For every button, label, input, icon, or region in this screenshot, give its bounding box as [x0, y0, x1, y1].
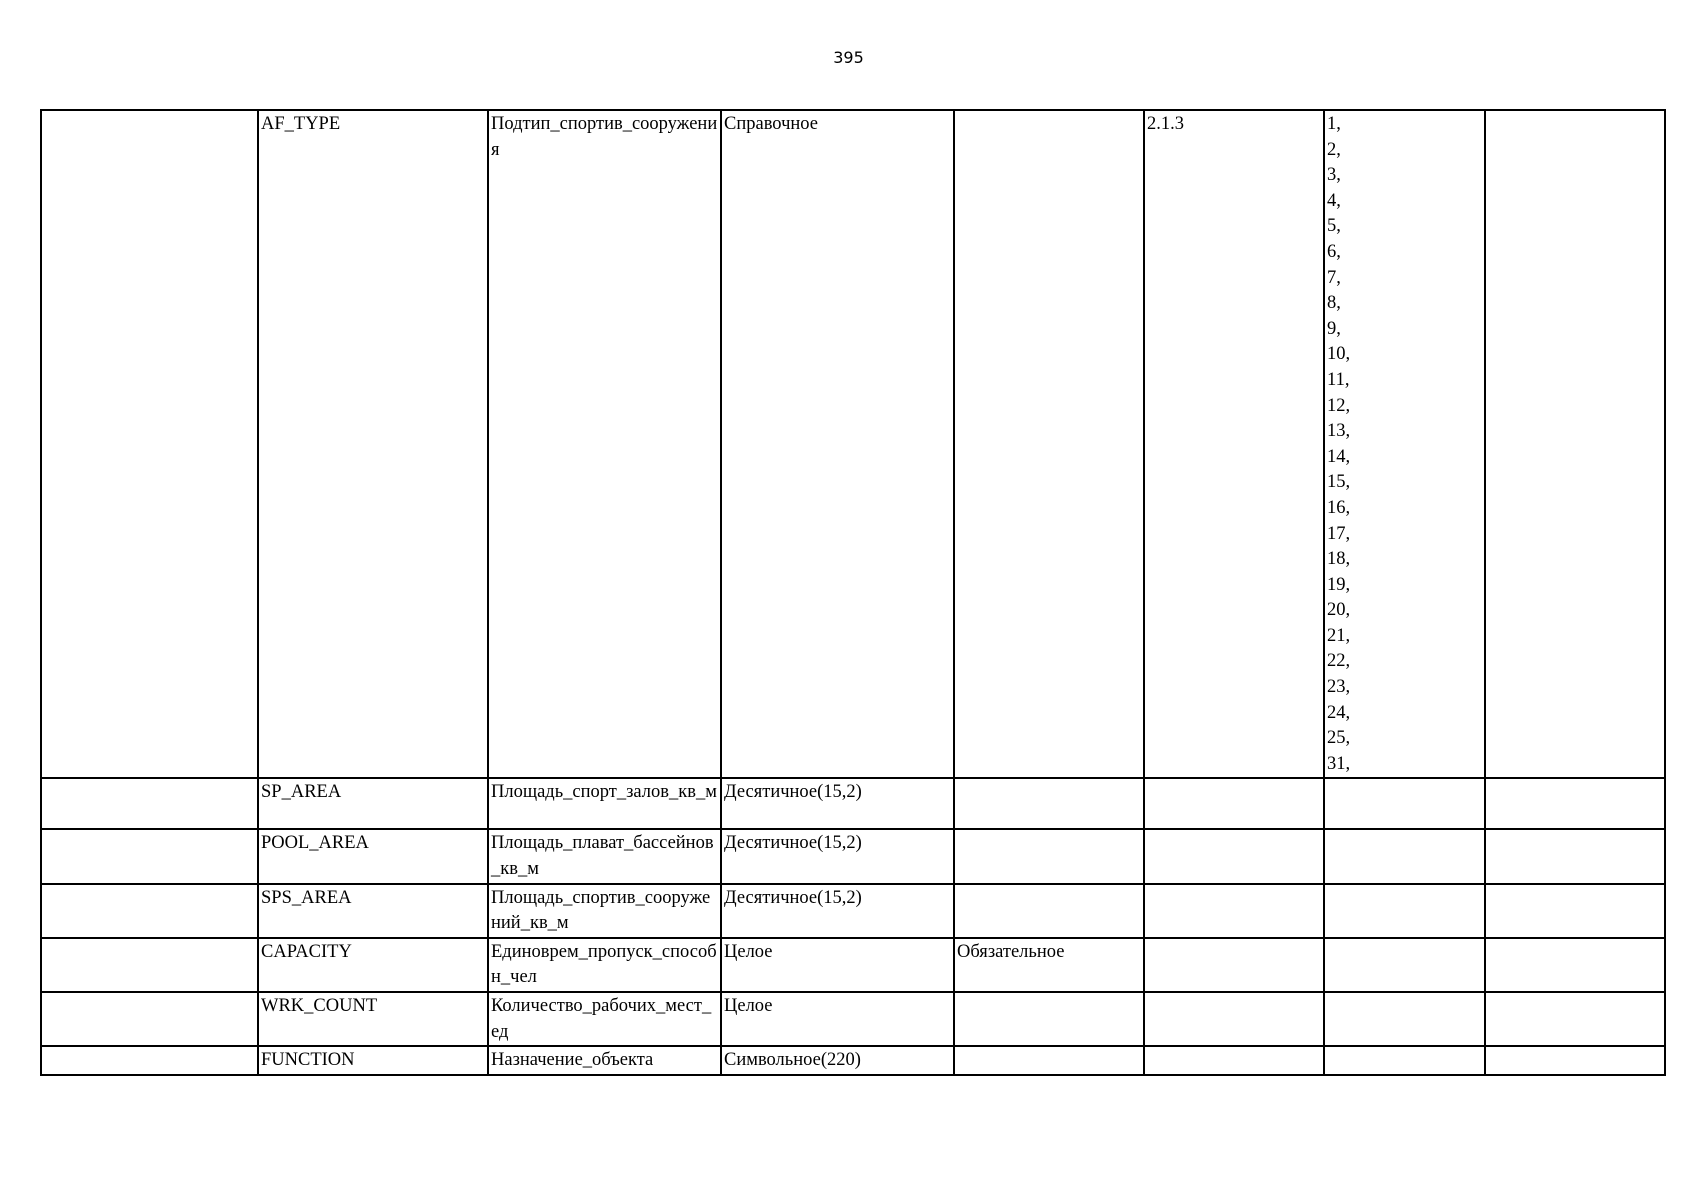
cell-field-code: POOL_AREA	[258, 829, 488, 883]
value-item: 4,	[1327, 190, 1341, 211]
cell-note	[1485, 778, 1665, 829]
cell-note	[1485, 884, 1665, 938]
cell-required	[954, 992, 1144, 1046]
cell-note	[1485, 992, 1665, 1046]
value-item: 18,	[1327, 549, 1351, 570]
table-row	[41, 992, 1665, 1046]
cell-empty	[41, 110, 258, 778]
value-item: 25,	[1327, 728, 1351, 749]
cell-reference	[1144, 1046, 1324, 1075]
cell-values	[1324, 938, 1485, 992]
cell-values	[1324, 829, 1485, 883]
cell-field-type: Десятичное(15,2)	[721, 829, 954, 883]
value-item: 7,	[1327, 267, 1341, 288]
cell-required	[954, 829, 1144, 883]
table-row	[41, 938, 1665, 992]
cell-field-type: Десятичное(15,2)	[721, 778, 954, 829]
cell-field-code: CAPACITY	[258, 938, 488, 992]
cell-field-code: SP_AREA	[258, 778, 488, 829]
cell-reference	[1144, 884, 1324, 938]
value-item: 9,	[1327, 318, 1341, 339]
cell-note	[1485, 1046, 1665, 1075]
value-item: 13,	[1327, 421, 1351, 442]
value-item: 15,	[1327, 472, 1351, 493]
value-item: 6,	[1327, 241, 1341, 262]
cell-required	[954, 110, 1144, 778]
cell-empty	[41, 884, 258, 938]
cell-required	[954, 778, 1144, 829]
cell-note	[1485, 110, 1665, 778]
cell-field-code: WRK_COUNT	[258, 992, 488, 1046]
cell-field-type: Десятичное(15,2)	[721, 884, 954, 938]
cell-note	[1485, 829, 1665, 883]
cell-field-code: FUNCTION	[258, 1046, 488, 1075]
value-item: 19,	[1327, 574, 1351, 595]
cell-field-name: Назначение_объекта	[488, 1046, 721, 1075]
value-item: 20,	[1327, 600, 1351, 621]
cell-values	[1324, 884, 1485, 938]
cell-values	[1324, 1046, 1485, 1075]
table-row	[41, 778, 1665, 829]
value-item: 2,	[1327, 139, 1341, 160]
cell-field-type: Символьное(220)	[721, 1046, 954, 1075]
cell-field-type: Целое	[721, 992, 954, 1046]
cell-field-type: Справочное	[721, 110, 954, 778]
cell-values	[1324, 992, 1485, 1046]
value-item: 16,	[1327, 497, 1351, 518]
cell-empty	[41, 778, 258, 829]
value-item: 31,	[1327, 753, 1351, 774]
cell-required: Обязательное	[954, 938, 1144, 992]
value-item: 23,	[1327, 677, 1351, 698]
cell-note	[1485, 938, 1665, 992]
cell-empty	[41, 829, 258, 883]
cell-reference	[1144, 829, 1324, 883]
cell-empty	[41, 938, 258, 992]
cell-field-name: Единоврем_пропуск_способн_чел	[488, 938, 721, 992]
value-item: 22,	[1327, 651, 1351, 672]
cell-field-name: Площадь_плават_бассейнов_кв_м	[488, 829, 721, 883]
cell-field-name: Подтип_спортив_сооружения	[488, 110, 721, 778]
cell-required	[954, 1046, 1144, 1075]
value-item: 3,	[1327, 165, 1341, 186]
cell-field-name: Количество_рабочих_мест_ед	[488, 992, 721, 1046]
value-item: 24,	[1327, 702, 1351, 723]
value-item: 8,	[1327, 293, 1341, 314]
cell-field-code: SPS_AREA	[258, 884, 488, 938]
value-item: 5,	[1327, 216, 1341, 237]
cell-values	[1324, 110, 1485, 778]
cell-field-code: AF_TYPE	[258, 110, 488, 778]
cell-reference	[1144, 938, 1324, 992]
value-item: 1,	[1327, 114, 1341, 134]
attribute-table	[40, 109, 1666, 1076]
value-item: 11,	[1327, 369, 1350, 390]
table-row	[41, 884, 1665, 938]
cell-required	[954, 884, 1144, 938]
cell-empty	[41, 992, 258, 1046]
cell-reference	[1144, 992, 1324, 1046]
value-item: 21,	[1327, 625, 1351, 646]
cell-values	[1324, 778, 1485, 829]
table-row	[41, 110, 1665, 778]
table-row	[41, 1046, 1665, 1075]
cell-field-name: Площадь_спорт_залов_кв_м	[488, 778, 721, 829]
value-item: 10,	[1327, 344, 1351, 365]
page-number: 395	[833, 48, 864, 67]
table-row	[41, 829, 1665, 883]
cell-reference	[1144, 778, 1324, 829]
cell-reference: 2.1.3	[1144, 110, 1324, 778]
cell-empty	[41, 1046, 258, 1075]
value-item: 12,	[1327, 395, 1351, 416]
value-item: 17,	[1327, 523, 1351, 544]
cell-field-name: Площадь_спортив_сооружений_кв_м	[488, 884, 721, 938]
value-item: 14,	[1327, 446, 1351, 467]
cell-field-type: Целое	[721, 938, 954, 992]
